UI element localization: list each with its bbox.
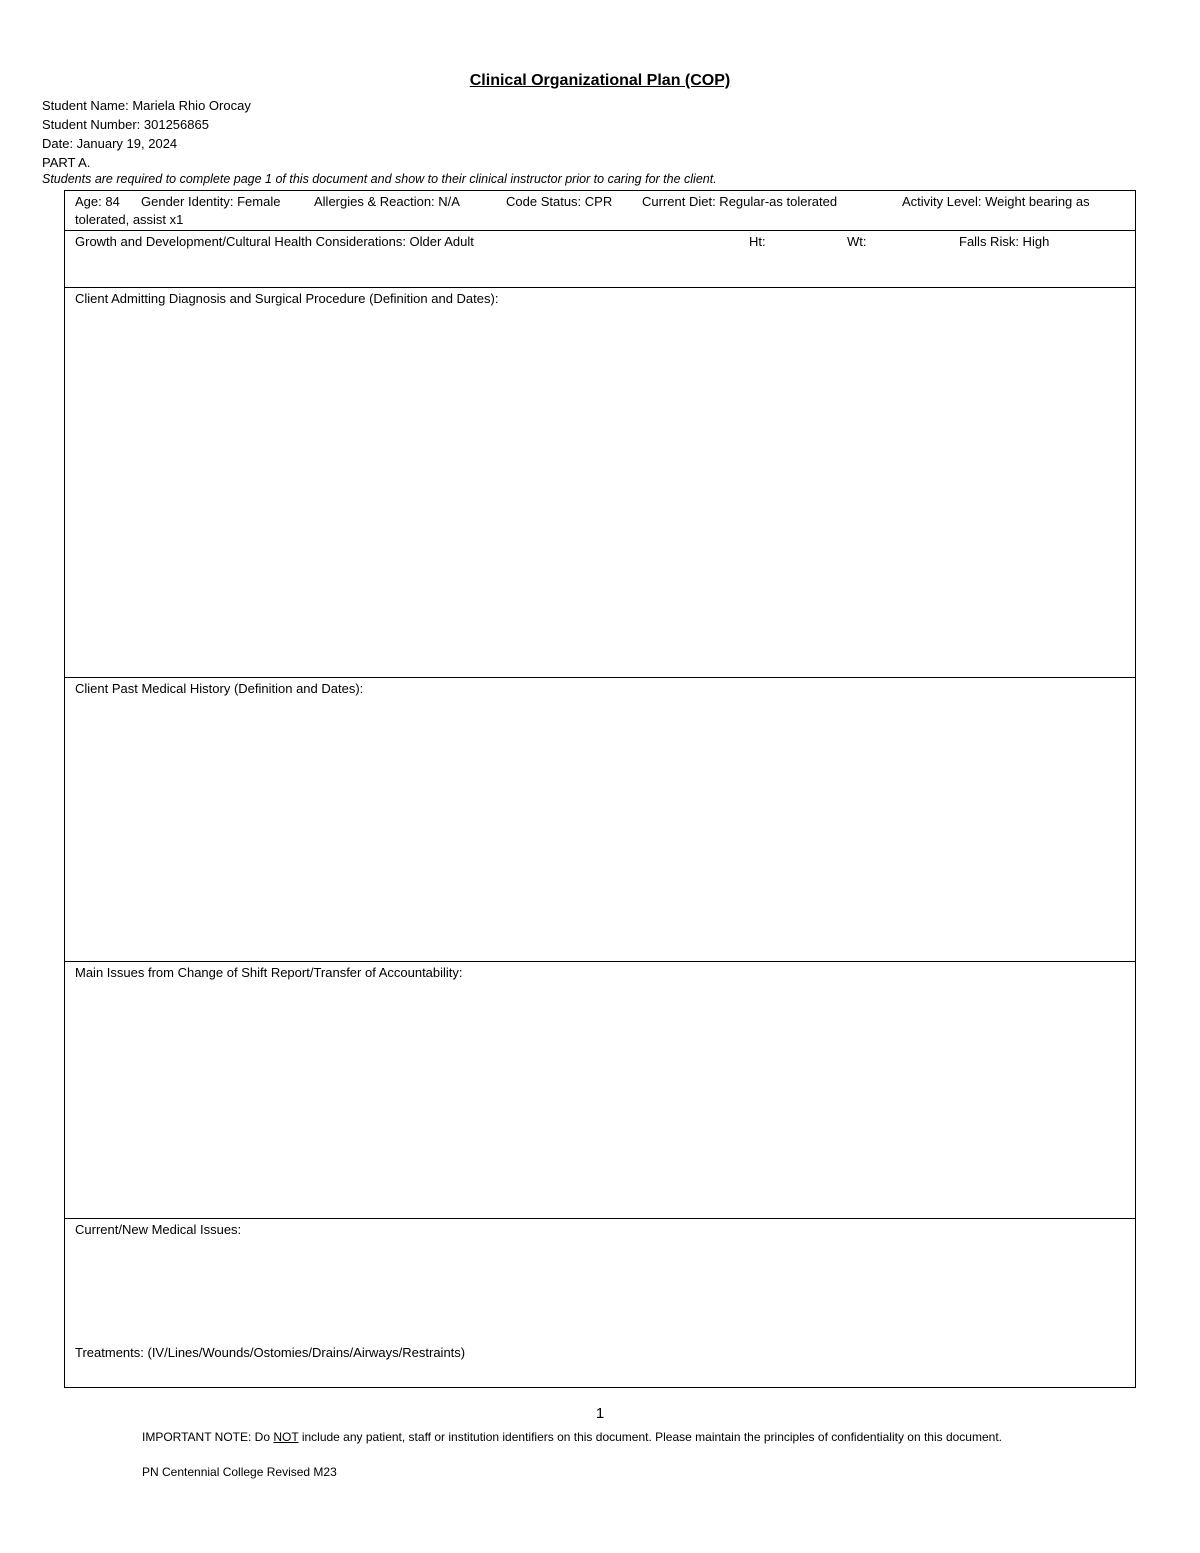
activity-level-continued: tolerated, assist x1: [75, 212, 184, 227]
shift-report-section: [65, 962, 1135, 1219]
gender-identity: Gender Identity: Female: [141, 194, 281, 209]
student-number: Student Number: 301256865: [42, 117, 209, 132]
part-label: PART A.: [42, 155, 91, 170]
treatments-label: Treatments: (IV/Lines/Wounds/Ostomies/Drains/Airways/Restraints): [75, 1345, 466, 1360]
weight: Wt:: [847, 234, 867, 249]
falls-risk: Falls Risk: High: [959, 234, 1050, 249]
demographics-row: [65, 191, 1135, 231]
date: Date: January 19, 2024: [42, 136, 178, 151]
client-form: [64, 190, 1136, 1388]
student-name: Student Name: Mariela Rhio Orocay: [42, 98, 251, 113]
instructions: Students are required to complete page 1 of this document and show to their clinical instructor prior to caring for the client.: [42, 172, 717, 186]
past-medical-history-label: Client Past Medical History (Definition and Dates):: [75, 681, 364, 696]
growth-development: Growth and Development/Cultural Health Considerations: Older Adult: [75, 234, 474, 249]
code-status: Code Status: CPR: [506, 194, 613, 209]
allergies: Allergies & Reaction: N/A: [314, 194, 460, 209]
activity-level: Activity Level: Weight bearing as: [902, 194, 1090, 209]
past-medical-history-section: [65, 678, 1135, 962]
growth-row: [65, 231, 1135, 288]
page-number: 1: [595, 1405, 605, 1422]
age: Age: 84: [75, 194, 120, 209]
admitting-diagnosis-section: [65, 288, 1135, 678]
current-issues-label: Current/New Medical Issues:: [75, 1222, 242, 1237]
current-issues-section: [65, 1219, 1135, 1387]
admitting-diagnosis-label: Client Admitting Diagnosis and Surgical Procedure (Definition and Dates):: [75, 291, 499, 306]
revision-footer: PN Centennial College Revised M23: [142, 1465, 337, 1479]
current-diet: Current Diet: Regular-as tolerated: [642, 194, 838, 209]
height: Ht:: [749, 234, 766, 249]
important-note: IMPORTANT NOTE: Do NOT include any patient, staff or institution identifiers on this document. Please maintain the principles of confidentiality on this document.: [142, 1430, 1002, 1444]
document-title: Clinical Organizational Plan (COP): [469, 72, 731, 89]
shift-report-label: Main Issues from Change of Shift Report/Transfer of Accountability:: [75, 965, 463, 980]
